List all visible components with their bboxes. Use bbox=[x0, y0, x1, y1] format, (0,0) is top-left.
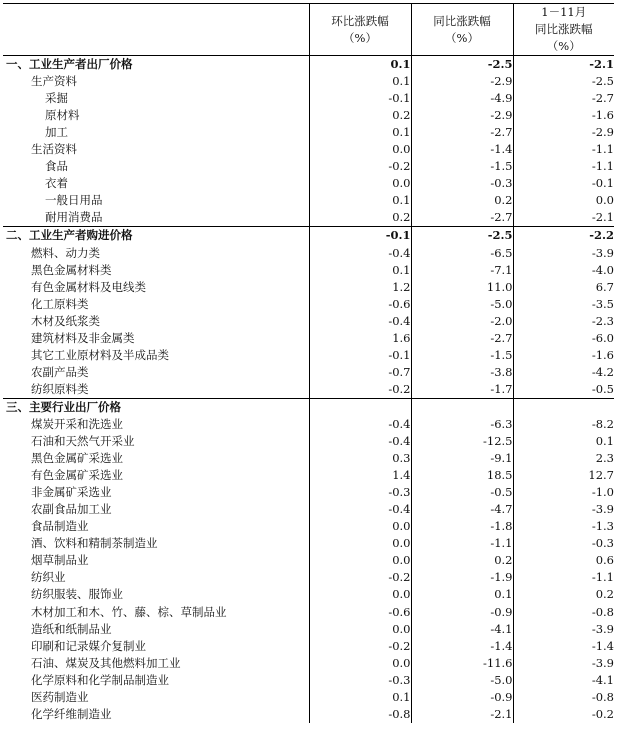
table-row bbox=[3, 467, 614, 484]
ytd-value: -3.9 bbox=[513, 501, 614, 518]
ytd-value: -2.5 bbox=[513, 73, 614, 90]
yoy-value: -4.7 bbox=[411, 501, 513, 518]
row-label: 三、主要行业出厂价格 bbox=[3, 398, 309, 416]
yoy-value: -1.4 bbox=[411, 141, 513, 158]
ytd-value: 12.7 bbox=[513, 467, 614, 484]
row-label: 生活资料 bbox=[3, 141, 309, 158]
row-label: 造纸和纸制品业 bbox=[3, 621, 309, 638]
table-row bbox=[3, 175, 614, 192]
ytd-value: -3.9 bbox=[513, 655, 614, 672]
category-row bbox=[3, 398, 614, 416]
row-label: 印刷和记录媒介复制业 bbox=[3, 638, 309, 655]
row-label: 酒、饮料和精制茶制造业 bbox=[3, 535, 309, 552]
row-label: 医药制造业 bbox=[3, 689, 309, 706]
mom-value: -0.4 bbox=[309, 313, 411, 330]
ytd-value: -1.1 bbox=[513, 569, 614, 586]
mom-value: -0.1 bbox=[309, 90, 411, 107]
ytd-value: -3.9 bbox=[513, 245, 614, 262]
mom-value: -0.4 bbox=[309, 416, 411, 433]
ytd-value: -2.7 bbox=[513, 90, 614, 107]
row-label: 采掘 bbox=[3, 90, 309, 107]
mom-value: 0.0 bbox=[309, 141, 411, 158]
ytd-value: 0.2 bbox=[513, 586, 614, 603]
row-label: 燃料、动力类 bbox=[3, 245, 309, 262]
yoy-value: -9.1 bbox=[411, 450, 513, 467]
table-row bbox=[3, 90, 614, 107]
table-row bbox=[3, 586, 614, 603]
table-body bbox=[3, 56, 614, 723]
ytd-value: -2.9 bbox=[513, 124, 614, 141]
yoy-value: -2.5 bbox=[411, 56, 513, 74]
yoy-value: 0.1 bbox=[411, 586, 513, 603]
yoy-value: -1.7 bbox=[411, 381, 513, 399]
table-row bbox=[3, 209, 614, 227]
row-label: 木材及纸浆类 bbox=[3, 313, 309, 330]
row-label: 非金属矿采选业 bbox=[3, 484, 309, 501]
mom-value: -0.6 bbox=[309, 296, 411, 313]
row-label: 黑色金属材料类 bbox=[3, 262, 309, 279]
mom-value: -0.7 bbox=[309, 364, 411, 381]
mom-value: 0.1 bbox=[309, 56, 411, 74]
ytd-value: -2.3 bbox=[513, 313, 614, 330]
header-blank-cell bbox=[3, 4, 309, 56]
table-row bbox=[3, 569, 614, 586]
yoy-value: -6.3 bbox=[411, 416, 513, 433]
table-row bbox=[3, 689, 614, 706]
ytd-value: -4.0 bbox=[513, 262, 614, 279]
ytd-value: -0.1 bbox=[513, 175, 614, 192]
table-row bbox=[3, 124, 614, 141]
table-row bbox=[3, 262, 614, 279]
table-row bbox=[3, 518, 614, 535]
yoy-value: -2.1 bbox=[411, 706, 513, 723]
yoy-value: -0.3 bbox=[411, 175, 513, 192]
table-row bbox=[3, 279, 614, 296]
table-row bbox=[3, 107, 614, 124]
mom-value: 0.1 bbox=[309, 73, 411, 90]
price-index-table bbox=[3, 3, 614, 723]
mom-value: -0.3 bbox=[309, 484, 411, 501]
yoy-value: -1.5 bbox=[411, 158, 513, 175]
table-row bbox=[3, 501, 614, 518]
table-row bbox=[3, 621, 614, 638]
yoy-value: -11.6 bbox=[411, 655, 513, 672]
ytd-value: -2.1 bbox=[513, 56, 614, 74]
yoy-value: -12.5 bbox=[411, 433, 513, 450]
row-label: 二、工业生产者购进价格 bbox=[3, 227, 309, 245]
mom-value: -0.2 bbox=[309, 569, 411, 586]
mom-value: 0.2 bbox=[309, 209, 411, 227]
header-mom-title: 环比涨跌幅 bbox=[331, 13, 389, 28]
ytd-value: 2.3 bbox=[513, 450, 614, 467]
yoy-value: -4.9 bbox=[411, 90, 513, 107]
yoy-value: -3.8 bbox=[411, 364, 513, 381]
row-label: 加工 bbox=[3, 124, 309, 141]
yoy-value: -5.0 bbox=[411, 672, 513, 689]
row-label: 纺织业 bbox=[3, 569, 309, 586]
yoy-value: -6.5 bbox=[411, 245, 513, 262]
yoy-value: -5.0 bbox=[411, 296, 513, 313]
mom-value: 0.3 bbox=[309, 450, 411, 467]
row-label: 煤炭开采和洗选业 bbox=[3, 416, 309, 433]
mom-value: 0.2 bbox=[309, 107, 411, 124]
table-row bbox=[3, 245, 614, 262]
row-label: 木材加工和木、竹、藤、棕、草制品业 bbox=[3, 604, 309, 621]
header-mom-unit: （%） bbox=[343, 30, 377, 45]
ytd-value: -2.2 bbox=[513, 227, 614, 245]
mom-value: -0.3 bbox=[309, 672, 411, 689]
header-ytd-unit: （%） bbox=[546, 39, 581, 53]
table-row bbox=[3, 73, 614, 90]
yoy-value: -2.0 bbox=[411, 313, 513, 330]
mom-value: 0.0 bbox=[309, 586, 411, 603]
table-row bbox=[3, 706, 614, 723]
mom-value: -0.2 bbox=[309, 158, 411, 175]
ytd-value: -6.0 bbox=[513, 330, 614, 347]
yoy-value: 11.0 bbox=[411, 279, 513, 296]
yoy-value: -2.7 bbox=[411, 209, 513, 227]
ytd-value: -1.6 bbox=[513, 107, 614, 124]
mom-value: -0.4 bbox=[309, 245, 411, 262]
table-row bbox=[3, 158, 614, 175]
table-row bbox=[3, 364, 614, 381]
table-row bbox=[3, 192, 614, 209]
mom-value: -0.8 bbox=[309, 706, 411, 723]
row-label: 建筑材料及非金属类 bbox=[3, 330, 309, 347]
yoy-value: 0.2 bbox=[411, 552, 513, 569]
yoy-value: 0.2 bbox=[411, 192, 513, 209]
row-label: 食品制造业 bbox=[3, 518, 309, 535]
yoy-value: -2.7 bbox=[411, 330, 513, 347]
yoy-value: -1.1 bbox=[411, 535, 513, 552]
row-label: 纺织原料类 bbox=[3, 381, 309, 399]
yoy-value: -2.7 bbox=[411, 124, 513, 141]
row-label: 纺织服装、服饰业 bbox=[3, 586, 309, 603]
ytd-value: -0.3 bbox=[513, 535, 614, 552]
row-label: 有色金属矿采选业 bbox=[3, 467, 309, 484]
yoy-value bbox=[411, 398, 513, 416]
row-label: 衣着 bbox=[3, 175, 309, 192]
header-ytd bbox=[513, 4, 614, 56]
mom-value: -0.2 bbox=[309, 638, 411, 655]
mom-value: 0.0 bbox=[309, 621, 411, 638]
mom-value: 1.6 bbox=[309, 330, 411, 347]
yoy-value: -0.5 bbox=[411, 484, 513, 501]
yoy-value: -1.9 bbox=[411, 569, 513, 586]
table-row bbox=[3, 655, 614, 672]
table-row bbox=[3, 604, 614, 621]
yoy-value: -2.9 bbox=[411, 107, 513, 124]
row-label: 一、工业生产者出厂价格 bbox=[3, 56, 309, 74]
ytd-value: -2.1 bbox=[513, 209, 614, 227]
row-label: 食品 bbox=[3, 158, 309, 175]
mom-value: -0.1 bbox=[309, 347, 411, 364]
table-row bbox=[3, 381, 614, 399]
category-row bbox=[3, 56, 614, 74]
mom-value: 0.0 bbox=[309, 535, 411, 552]
table-row bbox=[3, 347, 614, 364]
mom-value: 0.0 bbox=[309, 655, 411, 672]
mom-value: 0.0 bbox=[309, 518, 411, 535]
ytd-value bbox=[513, 398, 614, 416]
ytd-value: -0.8 bbox=[513, 689, 614, 706]
ytd-value: -0.5 bbox=[513, 381, 614, 399]
yoy-value: -0.9 bbox=[411, 604, 513, 621]
table-row bbox=[3, 416, 614, 433]
ytd-value: -1.4 bbox=[513, 638, 614, 655]
yoy-value: -1.5 bbox=[411, 347, 513, 364]
ytd-value: 6.7 bbox=[513, 279, 614, 296]
header-ytd-title: 同比涨跌幅 bbox=[535, 22, 593, 36]
yoy-value: -4.1 bbox=[411, 621, 513, 638]
ytd-value: -3.9 bbox=[513, 621, 614, 638]
mom-value: 0.1 bbox=[309, 262, 411, 279]
row-label: 烟草制品业 bbox=[3, 552, 309, 569]
ytd-value: -0.2 bbox=[513, 706, 614, 723]
mom-value: 0.0 bbox=[309, 552, 411, 569]
row-label: 生产资料 bbox=[3, 73, 309, 90]
yoy-value: -2.9 bbox=[411, 73, 513, 90]
table-row bbox=[3, 296, 614, 313]
header-mom bbox=[309, 4, 411, 56]
table-row bbox=[3, 484, 614, 501]
ytd-value: -8.2 bbox=[513, 416, 614, 433]
ytd-value: -1.6 bbox=[513, 347, 614, 364]
yoy-value: -0.9 bbox=[411, 689, 513, 706]
ytd-value: -1.1 bbox=[513, 158, 614, 175]
mom-value: -0.6 bbox=[309, 604, 411, 621]
ytd-value: -1.1 bbox=[513, 141, 614, 158]
mom-value: 1.2 bbox=[309, 279, 411, 296]
row-label: 黑色金属矿采选业 bbox=[3, 450, 309, 467]
mom-value: -0.1 bbox=[309, 227, 411, 245]
ytd-value: -1.0 bbox=[513, 484, 614, 501]
row-label: 石油、煤炭及其他燃料加工业 bbox=[3, 655, 309, 672]
yoy-value: -1.4 bbox=[411, 638, 513, 655]
table-row bbox=[3, 672, 614, 689]
mom-value: 0.1 bbox=[309, 689, 411, 706]
row-label: 化学纤维制造业 bbox=[3, 706, 309, 723]
header-ytd-period: 1－11月 bbox=[541, 5, 587, 19]
header-yoy bbox=[411, 4, 513, 56]
ytd-value: 0.6 bbox=[513, 552, 614, 569]
row-label: 石油和天然气开采业 bbox=[3, 433, 309, 450]
row-label: 农副食品加工业 bbox=[3, 501, 309, 518]
ytd-value: -4.1 bbox=[513, 672, 614, 689]
table-header bbox=[3, 4, 614, 56]
category-row bbox=[3, 227, 614, 245]
ytd-value: -1.3 bbox=[513, 518, 614, 535]
yoy-value: 18.5 bbox=[411, 467, 513, 484]
row-label: 有色金属材料及电线类 bbox=[3, 279, 309, 296]
yoy-value: -1.8 bbox=[411, 518, 513, 535]
mom-value bbox=[309, 398, 411, 416]
ytd-value: -3.5 bbox=[513, 296, 614, 313]
table-row bbox=[3, 141, 614, 158]
table-row bbox=[3, 638, 614, 655]
mom-value: 0.1 bbox=[309, 124, 411, 141]
mom-value: -0.4 bbox=[309, 433, 411, 450]
yoy-value: -2.5 bbox=[411, 227, 513, 245]
row-label: 原材料 bbox=[3, 107, 309, 124]
header-yoy-unit: （%） bbox=[445, 30, 479, 45]
ytd-value: -0.8 bbox=[513, 604, 614, 621]
row-label: 化工原料类 bbox=[3, 296, 309, 313]
table-row bbox=[3, 313, 614, 330]
ytd-value: 0.0 bbox=[513, 192, 614, 209]
mom-value: 0.0 bbox=[309, 175, 411, 192]
mom-value: -0.4 bbox=[309, 501, 411, 518]
ytd-value: -4.2 bbox=[513, 364, 614, 381]
row-label: 耐用消费品 bbox=[3, 209, 309, 227]
table-row bbox=[3, 433, 614, 450]
mom-value: -0.2 bbox=[309, 381, 411, 399]
row-label: 一般日用品 bbox=[3, 192, 309, 209]
mom-value: 0.1 bbox=[309, 192, 411, 209]
row-label: 农副产品类 bbox=[3, 364, 309, 381]
ytd-value: 0.1 bbox=[513, 433, 614, 450]
table-row bbox=[3, 552, 614, 569]
header-yoy-title: 同比涨跌幅 bbox=[433, 13, 491, 28]
row-label: 其它工业原材料及半成品类 bbox=[3, 347, 309, 364]
table-row bbox=[3, 450, 614, 467]
yoy-value: -7.1 bbox=[411, 262, 513, 279]
table-row bbox=[3, 330, 614, 347]
table-row bbox=[3, 535, 614, 552]
mom-value: 1.4 bbox=[309, 467, 411, 484]
row-label: 化学原料和化学制品制造业 bbox=[3, 672, 309, 689]
